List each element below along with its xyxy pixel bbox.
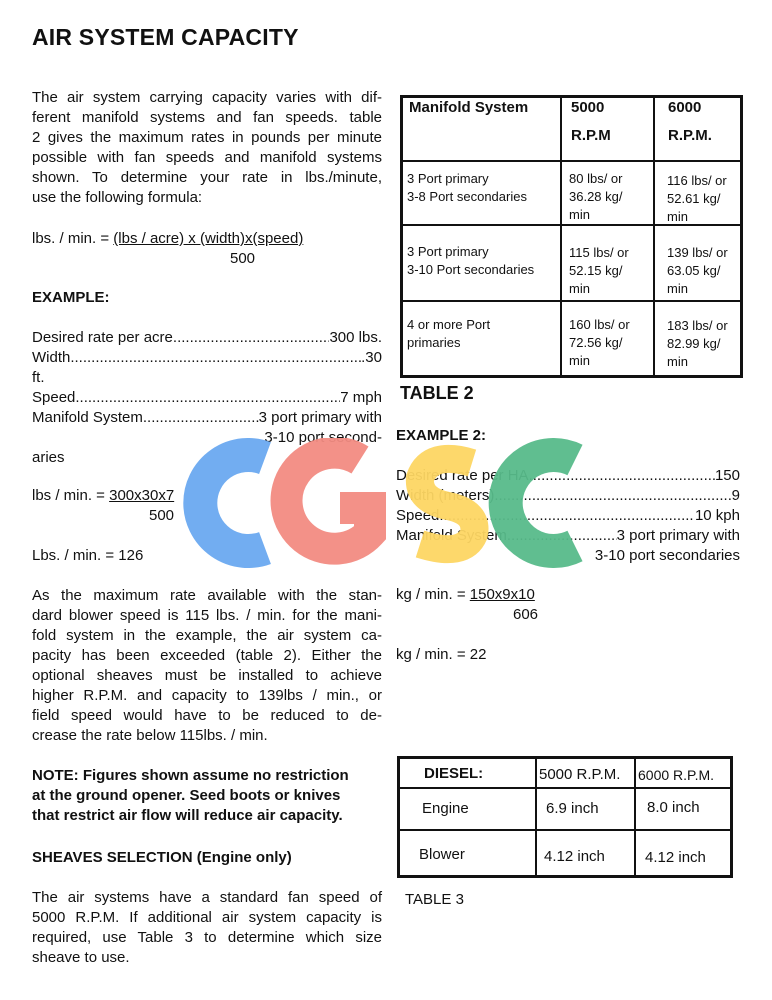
example2-width-value: 9 (731, 487, 740, 504)
sheaves-line: The air systems have a standard fan speed of (32, 889, 382, 906)
table2-cell-5000 (569, 316, 630, 370)
example2-heading: EXAMPLE 2: (396, 427, 487, 444)
example2-calc-denominator: 606 (513, 606, 539, 623)
example-calc-lhs: lbs / min. = (32, 487, 110, 504)
table2-cell: 72.56 kg/ (569, 335, 623, 350)
sheaves-line: sheave to use. (32, 949, 130, 966)
table2-header-6000-a: 6000 (668, 99, 702, 116)
example-result: Lbs. / min. = 126 (32, 547, 144, 564)
table3-caption: TABLE 3 (405, 891, 464, 908)
table2-header-5000-a: 5000 (571, 99, 605, 116)
note-line: NOTE: Figures shown assume no restriction (32, 767, 349, 784)
explanation-line: crease the rate below 115lbs. / min. (32, 727, 268, 744)
table3-cell: 4.12 inch (645, 849, 706, 866)
example2-calc-lhs: kg / min. = (396, 586, 470, 603)
example2-speed-label: Speed (396, 507, 440, 524)
example-heading: EXAMPLE: (32, 289, 110, 306)
example-manifold-value: 3 port primary with (258, 409, 382, 426)
table2-cell: min (569, 207, 590, 222)
example2-manifold-label: Manifold System (396, 527, 507, 544)
note-paragraph (32, 766, 382, 826)
example2-speed-value: 10 kph (694, 507, 740, 524)
table2-cell-5000 (569, 170, 623, 224)
table-3 (397, 756, 733, 878)
formula (32, 229, 382, 269)
note-line: that restrict air flow will reduce air capacity. (32, 807, 343, 824)
intro-line: use the following formula: (32, 189, 203, 206)
table2-cell: 183 lbs/ or (667, 318, 728, 333)
explanation-line: higher R.P.M. and capacity to 139lbs / min., or (32, 687, 382, 704)
intro-line: 2 gives the maximum rates in pounds per minute (32, 129, 382, 146)
table3-header-diesel: DIESEL: (424, 765, 484, 782)
table2-cell: 139 lbs/ or (667, 245, 728, 260)
example2-manifold-value: 3 port primary with (616, 527, 740, 544)
table2-cell: min (667, 281, 688, 296)
table2-cell: 36.28 kg/ (569, 189, 623, 204)
intro-line: shown. To determine your rate in lbs./minute, (32, 169, 382, 186)
table2-cell: 115 lbs/ or (569, 245, 629, 260)
formula-numerator: (lbs / acre) x (width)x(speed) (113, 230, 304, 247)
watermark-letter-s (420, 459, 475, 549)
explanation-line: As the maximum rate available with the stan- (32, 587, 382, 604)
example2-rate-value: 150 (714, 467, 740, 484)
table2-cell-6000 (667, 244, 728, 298)
table2-header-5000 (571, 94, 611, 150)
table2-cell-6000 (667, 317, 728, 371)
example-speed-row (32, 388, 382, 408)
note-line: at the ground opener. Seed boots or knives (32, 787, 341, 804)
cgsc-watermark-logo (180, 438, 600, 568)
example-calc-denominator: 500 (149, 507, 175, 524)
example2-calc-numerator: 150x9x10 (469, 586, 535, 603)
table2-cell-5000 (569, 244, 629, 298)
leader-dots (75, 388, 340, 408)
table2-cell: primaries (407, 335, 461, 350)
example2-width-label: Width (meters) (396, 487, 495, 504)
table-row (407, 316, 490, 352)
leader-dots (70, 348, 361, 368)
table2-cell: 52.15 kg/ (569, 263, 623, 278)
example-manifold-row (32, 408, 382, 428)
table-row-blower-label: Blower (419, 846, 465, 863)
table2-header-5000-b: R.P.M (571, 127, 611, 144)
leader-dots (173, 328, 330, 348)
table2-cell: min (569, 353, 590, 368)
example2-calc (396, 585, 740, 625)
table2-cell-6000 (667, 172, 727, 226)
example-rate-value: 300 lbs. (329, 329, 382, 346)
formula-denominator: 500 (230, 250, 256, 267)
explanation-paragraph (32, 586, 382, 746)
table-row (407, 243, 534, 279)
table3-cell: 6.9 inch (546, 800, 599, 817)
explanation-line: optional sheaves must be installed to achieve (32, 667, 382, 684)
example-manifold-value-2: 3-10 port second- (264, 429, 382, 446)
sheaves-line: 5000 R.P.M. If additional air system capacity is (32, 909, 382, 926)
watermark-letter-g (287, 453, 370, 549)
explanation-line: pacity has been exceeded (table 2). Either the (32, 647, 382, 664)
sheaves-heading: SHEAVES SELECTION (Engine only) (32, 849, 292, 866)
example-width-row (32, 348, 382, 368)
table2-cell: min (569, 281, 590, 296)
table2-cell: 80 lbs/ or (569, 171, 623, 186)
formula-lhs: lbs. / min. = (32, 230, 114, 247)
table2-cell: min (667, 354, 688, 369)
table2-cell: 116 lbs/ or (667, 173, 727, 188)
table3-cell: 8.0 inch (647, 799, 700, 816)
explanation-line: fold system in the example, the air system ca- (32, 627, 382, 644)
table2-cell: 3-8 Port secondaries (407, 189, 527, 204)
example-width-value: .30 (361, 349, 382, 366)
table3-header-6000: 6000 R.P.M. (638, 767, 715, 783)
intro-line: possible with fan speeds and manifold systems (32, 149, 382, 166)
watermark-letter-c2 (506, 455, 575, 551)
table3-header-5000: 5000 R.P.M. (539, 766, 621, 783)
example2-manifold-value-2: 3-10 port secondaries (594, 547, 740, 564)
example-width-label: Width (32, 349, 71, 366)
table3-cell: 4.12 inch (544, 848, 605, 865)
intro-line: ferent manifold systems and fan speeds. table (32, 109, 382, 126)
example-manifold-label: Manifold System (32, 409, 143, 426)
table-row-engine-label: Engine (422, 800, 469, 817)
table2-cell: 52.61 kg/ (667, 191, 721, 206)
table2-header-system: Manifold System (409, 99, 529, 116)
sheaves-line: required, use Table 3 to determine which size (32, 929, 382, 946)
example-speed-value: 7 mph (340, 389, 382, 406)
table2-caption: TABLE 2 (400, 383, 474, 403)
table2-cell: 3 Port primary (407, 244, 489, 259)
table2-header-6000 (668, 94, 712, 150)
example-speed-label: Speed (32, 389, 76, 406)
table2-cell: 3 Port primary (407, 171, 489, 186)
example-manifold-wrap: aries (32, 449, 65, 466)
example2-rate-label: Desired rate per HA (396, 467, 529, 484)
example-rate-row (32, 328, 382, 348)
table-row (407, 170, 527, 206)
intro-paragraph (32, 88, 382, 208)
explanation-line: field speed would have to be reduced to de- (32, 707, 382, 724)
example-width-wrap: ft. (32, 369, 45, 386)
table-2 (400, 95, 743, 378)
table2-header-6000-b: R.P.M. (668, 127, 712, 144)
watermark-letter-c1 (200, 455, 265, 551)
table2-cell: 82.99 kg/ (667, 336, 721, 351)
example-rate-label: Desired rate per acre (32, 329, 173, 346)
table2-cell: 4 or more Port (407, 317, 491, 332)
explanation-line: dard blower speed is 115 lbs. / min. for the mani- (32, 607, 382, 624)
sheaves-paragraph (32, 888, 382, 968)
table2-cell: min (667, 209, 688, 224)
table2-cell: 3-10 Port secondaries (407, 262, 535, 277)
leader-dots (143, 408, 259, 428)
intro-line: The air system carrying capacity varies with dif- (32, 89, 382, 106)
example2-result: kg / min. = 22 (396, 646, 487, 663)
table2-cell: 63.05 kg/ (667, 263, 721, 278)
page-title: AIR SYSTEM CAPACITY (32, 24, 299, 50)
example-calc-numerator: 300x30x7 (109, 487, 175, 504)
table2-cell: 160 lbs/ or (569, 317, 630, 332)
